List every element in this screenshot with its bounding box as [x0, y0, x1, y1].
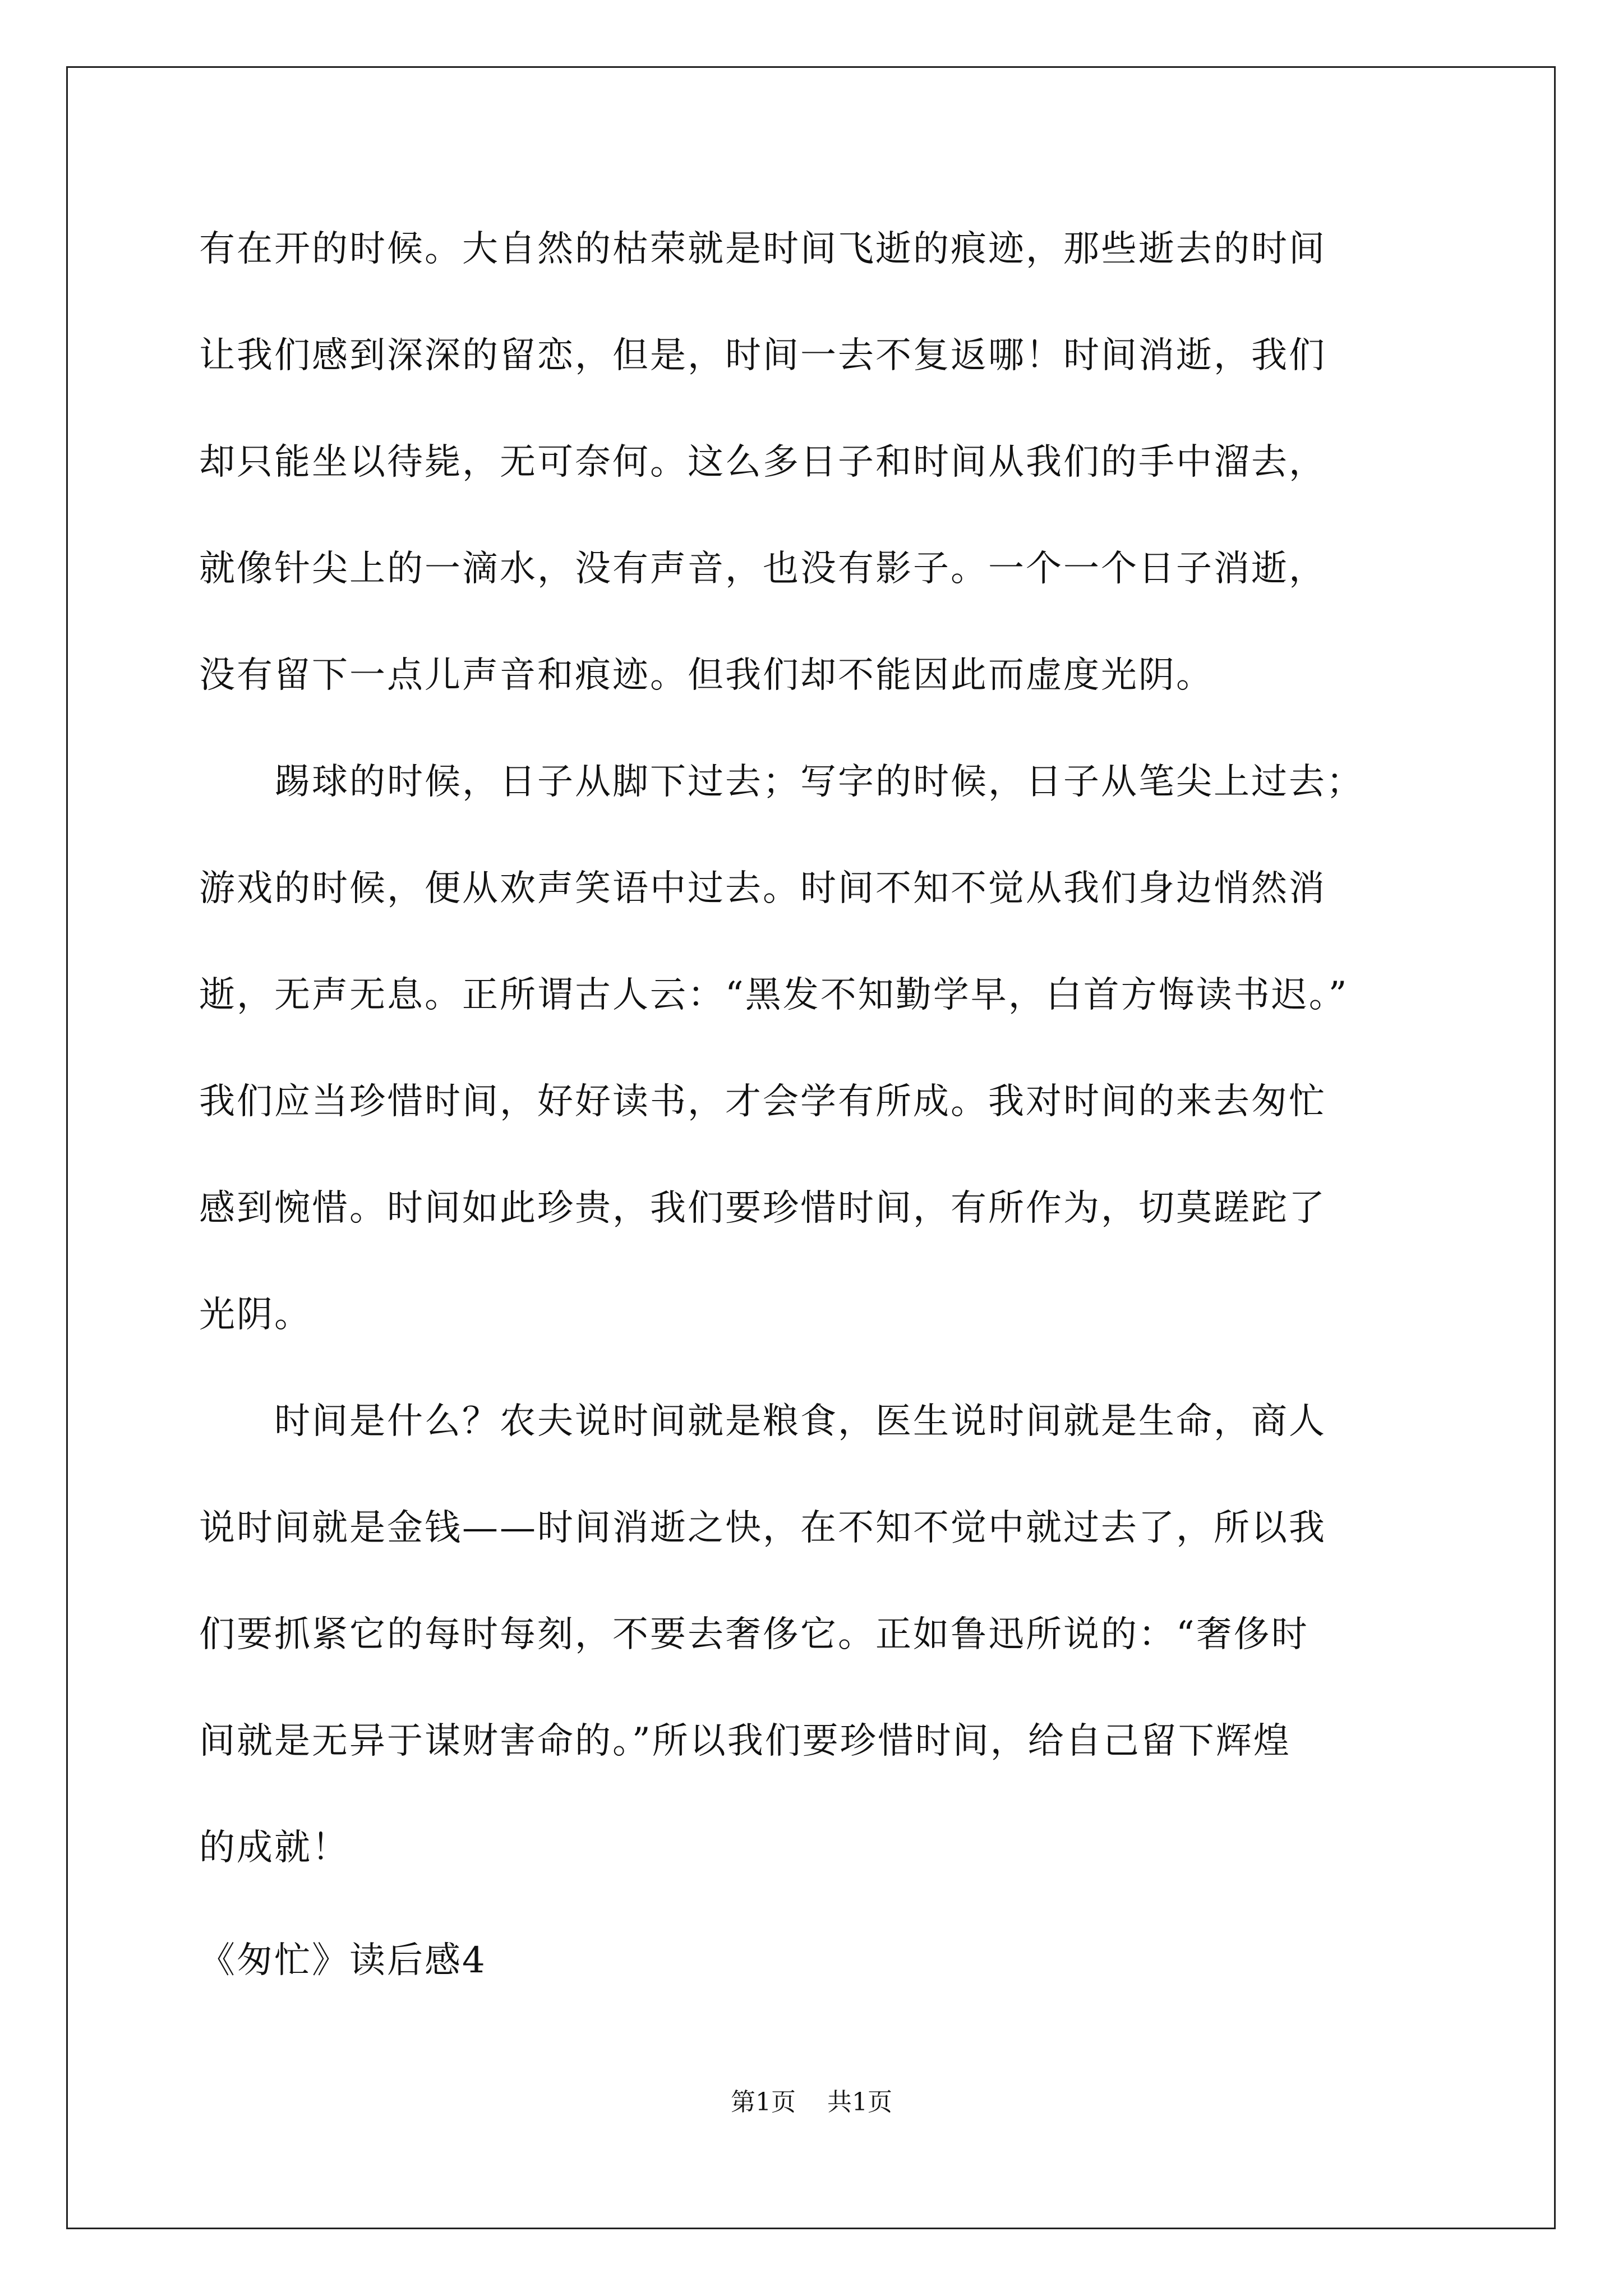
body-line: 逝，无声无息。正所谓古人云：“黑发不知勤学早，白首方悔读书迟。”: [199, 974, 1349, 1016]
body-line: 说时间就是金钱——时间消逝之快，在不知不觉中就过去了，所以我: [199, 1507, 1326, 1549]
body-line: 就像针尖上的一滴水，没有声音，也没有影子。一个一个日子消逝，: [199, 548, 1326, 590]
body-line: 的成就！: [199, 1827, 349, 1869]
page-total: 共1页: [827, 2088, 892, 2116]
body-line: 踢球的时候，日子从脚下过去；写字的时候，日子从笔尖上过去；: [199, 761, 1364, 803]
body-line: 我们应当珍惜时间，好好读书，才会学有所成。我对时间的来去匆忙: [199, 1081, 1326, 1122]
body-line: 有在开的时候。大自然的枯荣就是时间飞逝的痕迹，那些逝去的时间: [199, 228, 1326, 270]
body-line: 时间是什么？农夫说时间就是粮食，医生说时间就是生命，商人: [199, 1401, 1326, 1442]
page-footer: [0, 2086, 1623, 2119]
body-line: 却只能坐以待毙，无可奈何。这么多日子和时间从我们的手中溜去，: [199, 441, 1326, 483]
page-number: 第1页: [731, 2088, 796, 2116]
page-border: [66, 66, 1556, 2229]
body-line: 让我们感到深深的留恋，但是，时间一去不复返哪！时间消逝，我们: [199, 335, 1326, 376]
section-heading: 《匆忙》读后感4: [199, 1940, 487, 1981]
body-line: 间就是无异于谋财害命的。”所以我们要珍惜时间，给自己留下辉煌: [199, 1720, 1291, 1762]
body-line: 们要抓紧它的每时每刻，不要去奢侈它。正如鲁迅所说的：“奢侈时: [199, 1614, 1309, 1655]
body-line: 感到惋惜。时间如此珍贵，我们要珍惜时间，有所作为，切莫蹉跎了: [199, 1188, 1326, 1229]
body-line: 没有留下一点儿声音和痕迹。但我们却不能因此而虚度光阴。: [199, 655, 1214, 696]
body-line: 光阴。: [199, 1294, 312, 1336]
body-line: 游戏的时候，便从欢声笑语中过去。时间不知不觉从我们身边悄然消: [199, 868, 1326, 909]
